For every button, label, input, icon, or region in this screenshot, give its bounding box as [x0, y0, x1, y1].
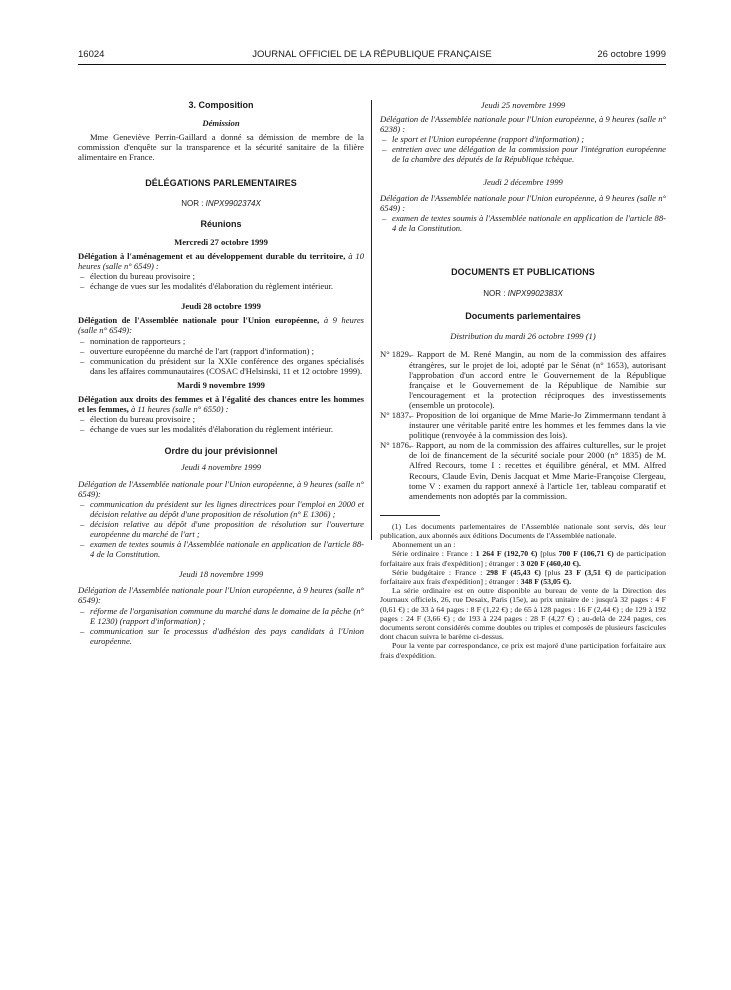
footnote-vente: La série ordinaire est en outre disponible au bureau de vente de la Direction des Journaux officiels, 26, rue Desaix, Paris (15e), au prix unitaire de : jusqu'à 32 pages : 4 F (0,61 €) ; de 33 à 64 pages : 8 F (1,22 €) ; de 65 à 128 pages : 16 F (2,44 €) ; de 129 à 192 pages : 24 F (3,66 €) ; de 193 à 224 pages : 28 F (4,27 €) ; au-delà de 224 pages, ces documents seront considérés comme doubles ou triples et composés de plusieurs fascicules dont chacun suivra le barème ci-dessus.	[380, 586, 666, 642]
document-text: – Proposition de loi organique de Mme Marie-Jo Zimmermann tendant à instaurer une véritable parité entre les hommes et les femmes dans la vie politique (renvoyée à la commission des lois).	[409, 409, 666, 441]
composition-heading: 3. Composition	[188, 100, 254, 110]
column-divider	[371, 100, 372, 540]
right-column	[380, 100, 666, 660]
meeting-date: Mercredi 27 octobre 1999	[174, 236, 268, 247]
document-text: – Rapport, au nom de la commission des affaires culturelles, sur le projet de loi de financement de la sécurité sociale pour 2000 (n° 1835) de M. Alfred Recours, tome I : recettes et équilibre général, et MM. Alfred Recours, Claude Evin, Denis Jacquat et Mme Marie-Françoise Clergeau, tome V : examen du rapport annexé à l'article 1er, tableau comparatif et amendements non adoptés par la commission.	[409, 440, 666, 501]
agenda-intro: Délégation de l'Assemblée nationale pour l'Union européenne, à 9 heures (salle n° 6238) :	[380, 114, 666, 135]
list-item: – communication sur le processus d'adhésion des pays candidats à l'Union européenne.	[90, 626, 364, 646]
demission-heading: Démission	[202, 118, 240, 129]
list-item: – réforme de l'organisation commune du marché dans le domaine de la pêche (n° E 1230) (rapport d'information) ;	[90, 606, 364, 626]
meeting-intro: Délégation de l'Assemblée nationale pour l'Union européenne, à 9 heures (salle n° 6549):	[78, 315, 365, 336]
agenda-items	[380, 134, 666, 164]
meeting-items	[78, 271, 364, 291]
agenda-date: Jeudi 25 novembre 1999	[480, 100, 566, 110]
document-entry	[380, 349, 666, 410]
agenda-date: Jeudi 4 novembre 1999	[180, 462, 262, 473]
agenda-items	[78, 606, 364, 646]
list-item: – communication du président sur la XXIe conférence des organes spécialisés dans les affaires communautaires (COSAC d'Helsinski, 11 et 12 octobre 1999).	[90, 356, 364, 376]
header-rule	[78, 64, 666, 65]
document-number: N° 1876.	[380, 440, 412, 451]
list-item: – ouverture européenne du marché de l'art (rapport d'information) ;	[90, 346, 364, 356]
issue-date: 26 octobre 1999	[597, 49, 666, 60]
reunions-heading: Réunions	[200, 218, 242, 229]
list-item: – décision relative au dépôt d'une proposition de résolution sur l'ouverture européenne du marché de l'art ;	[90, 519, 364, 539]
agenda-intro: Délégation de l'Assemblée nationale pour l'Union européenne, à 9 heures (salle n° 6549):	[78, 478, 364, 499]
list-item: – communication du président sur les lignes directrices pour l'emploi en 2000 et décision relative au dépôt d'une proposition de résolution (n° E 1306) ;	[90, 499, 364, 519]
running-header	[78, 50, 666, 62]
list-item: – élection du bureau provisoire ;	[90, 414, 364, 424]
footnote-abonnement: Abonnement un an :	[392, 540, 456, 550]
list-item: – entretien avec une délégation de la commission pour l'intégration européenne de la chambre des députés de la République tchèque.	[392, 144, 666, 164]
agenda-items	[380, 213, 666, 233]
document-number: N° 1829.	[380, 349, 412, 360]
agenda-items	[78, 499, 364, 560]
meeting-items	[78, 414, 364, 434]
agenda-intro: Délégation de l'Assemblée nationale pour l'Union européenne, à 9 heures (salle n° 6549) :	[380, 192, 666, 213]
list-item: – échange de vues sur les modalités d'élaboration du règlement intérieur.	[90, 281, 364, 291]
nor-reference: NOR : INPX9902374X	[181, 198, 261, 208]
delegations-heading: DÉLÉGATIONS PARLEMENTAIRES	[145, 178, 297, 189]
list-item: – examen de textes soumis à l'Assemblée nationale en application de l'article 88-4 de la Constitution.	[392, 213, 666, 233]
list-item: – le sport et l'Union européenne (rapport d'information) ;	[392, 134, 666, 144]
docs-parlementaires-heading: Documents parlementaires	[465, 311, 581, 322]
left-column	[78, 100, 364, 646]
list-item: – nomination de rapporteurs ;	[90, 336, 364, 346]
meeting-items	[78, 336, 364, 376]
footnote-note: (1) Les documents parlementaires de l'Assemblée nationale sont servis, dès leur publication, aux abonnés aux éditions Documents de l'Assemblée nationale.	[380, 521, 666, 541]
document-entry	[380, 410, 666, 440]
list-item: – élection du bureau provisoire ;	[90, 271, 364, 281]
list-item: – échange de vues sur les modalités d'élaboration du règlement intérieur.	[90, 424, 364, 434]
ordre-heading: Ordre du jour prévisionnel	[164, 446, 278, 457]
page-number: 16024	[78, 49, 105, 60]
documents-heading: DOCUMENTS ET PUBLICATIONS	[451, 267, 595, 278]
footnote	[380, 522, 666, 660]
document-entry	[380, 440, 666, 501]
document-text: – Rapport de M. René Mangin, au nom de la commission des affaires étrangères, sur le projet de loi, adopté par le Sénat (n° 1653), autorisant l'approbation d'un accord entre le Gouvernement de la République française et le Gouvernement de la République de Namibie sur l'encouragement et la protection réciproques des investissements (ensemble un protocole).	[409, 349, 666, 410]
document-number: N° 1837.	[380, 409, 412, 420]
demission-text: Mme Geneviève Perrin-Gaillard a donné sa démission de membre de la commission d'enquête sur la transparence et la sécurité sanitaire de la filière alimentaire en France.	[78, 132, 364, 163]
journal-title: JOURNAL OFFICIEL DE LA RÉPUBLIQUE FRANÇAISE	[252, 49, 492, 60]
footnote-correspondance: Pour la vente par correspondance, ce prix est majoré d'une participation forfaitaire aux frais d'expédition.	[380, 641, 666, 660]
footnote-serie-ordinaire: Série ordinaire : France : 1 264 F (192,70 €) [plus 700 F (106,71 €) de participation forfaitaire aux frais d'expédition] ; étranger : 3 020 F (460,40 €).	[380, 549, 667, 568]
nor-reference: NOR : INPX9902383X	[483, 289, 563, 299]
meeting-intro: Délégation à l'aménagement et au développement durable du territoire, à 10 heures (salle n° 6549) :	[78, 250, 364, 271]
meeting-date: Mardi 9 novembre 1999	[177, 379, 265, 390]
distribution-line: Distribution du mardi 26 octobre 1999 (1)	[450, 331, 596, 342]
footnote-serie-budgetaire: Série budgétaire : France : 298 F (45,43 €) [plus 23 F (3,51 €) de participation forfaitaire aux frais d'expédition] ; étranger : 348 F (53,05 €).	[380, 567, 667, 587]
agenda-date: Jeudi 18 novembre 1999	[178, 569, 264, 580]
meeting-intro: Délégation aux droits des femmes et à l'égalité des chances entre les hommes et les femmes, à 11 heures (salle n° 6550) :	[78, 393, 364, 415]
agenda-date: Jeudi 2 décembre 1999	[483, 176, 563, 187]
meeting-date: Jeudi 28 octobre 1999	[181, 301, 261, 312]
list-item: – examen de textes soumis à l'Assemblée nationale en application de l'article 88-4 de la Constitution.	[90, 539, 364, 559]
agenda-intro: Délégation de l'Assemblée nationale pour l'Union européenne, à 9 heures (salle n° 6549):	[78, 585, 364, 606]
